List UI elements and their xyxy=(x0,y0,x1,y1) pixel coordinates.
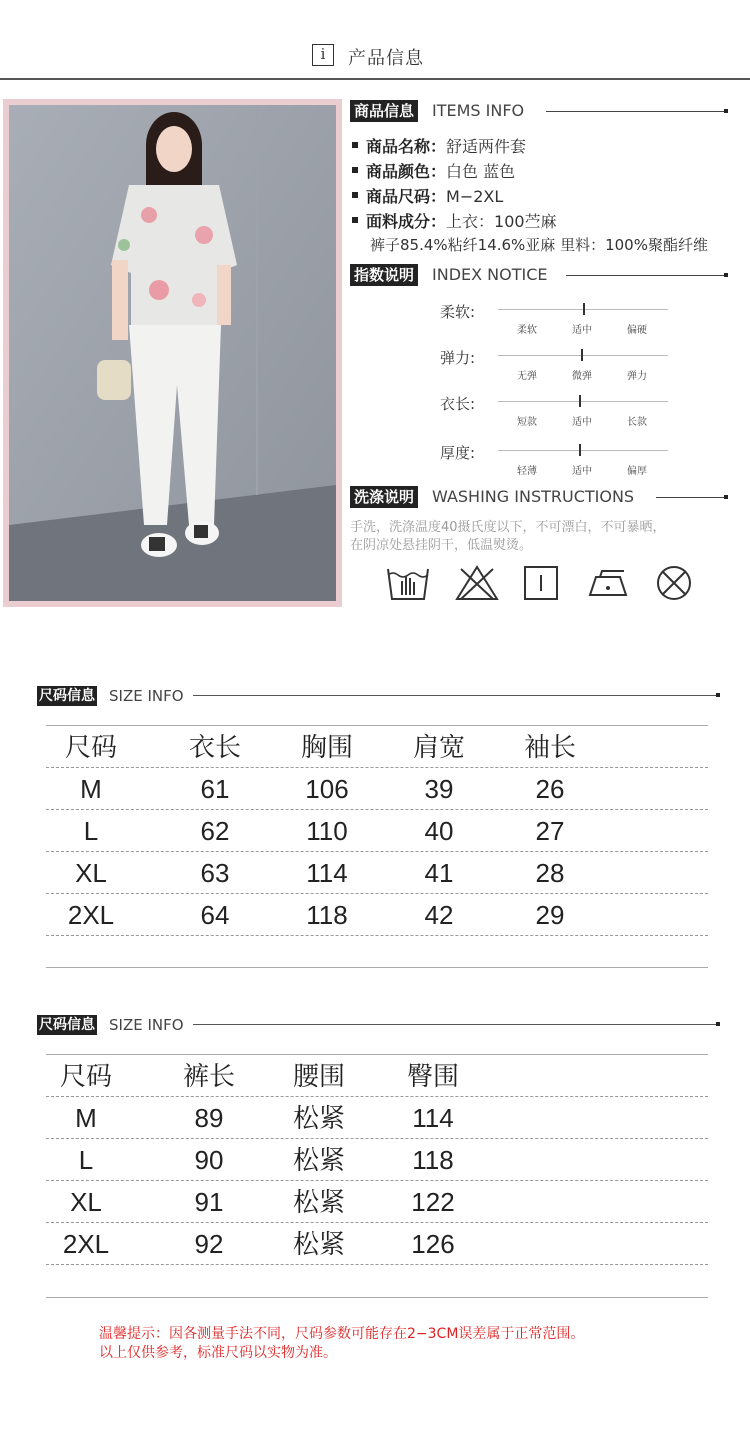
table-row: 2XL 92 松紧 126 xyxy=(46,1223,708,1265)
index-track xyxy=(498,355,668,356)
divider-line xyxy=(566,275,726,276)
info-row-color: 商品颜色：白色 蓝色 xyxy=(352,159,515,182)
divider-line xyxy=(546,111,726,112)
items-info-tag: 商品信息 xyxy=(350,100,418,122)
table-header-cell: 尺码 xyxy=(59,1061,112,1091)
index-marker xyxy=(581,349,583,361)
index-option: 无弹 xyxy=(517,371,537,382)
table-row: L 62 110 40 27 xyxy=(46,810,708,852)
index-track xyxy=(498,401,668,402)
index-option: 适中 xyxy=(572,417,592,428)
table-row: M 89 松紧 114 xyxy=(46,1097,708,1139)
index-row-softness xyxy=(440,301,680,351)
table-row: L 90 松紧 118 xyxy=(46,1139,708,1181)
washing-en: WASHING INSTRUCTIONS xyxy=(432,487,635,506)
bullet-icon xyxy=(352,192,358,198)
table-row: M 61 106 39 26 xyxy=(46,768,708,810)
table-row: XL 91 松紧 122 xyxy=(46,1181,708,1223)
table-header-cell: 袖长 xyxy=(523,732,576,762)
divider-dot xyxy=(724,495,728,499)
table-header-row xyxy=(46,1055,708,1097)
info-row-fabric: 面料成分：上衣：100苎麻 xyxy=(352,209,557,232)
info-icon: i xyxy=(312,44,334,66)
index-marker xyxy=(583,303,585,315)
product-photo xyxy=(3,99,342,607)
page-title: 产品信息 xyxy=(348,48,424,69)
size-info-header-1 xyxy=(37,686,720,706)
no-tumble-dry-icon xyxy=(654,563,694,607)
index-row-length xyxy=(440,393,680,443)
info-fabric-extra: 裤子85.4%粘纤14.6%亚麻 里料：100%聚酯纤维 xyxy=(370,236,708,254)
page-header xyxy=(0,0,750,80)
washing-text: 手洗，洗涤温度40摄氏度以下，不可漂白，不可暴晒， 在阴凉处悬挂阴干，低温熨烫。 xyxy=(350,520,666,553)
index-label: 厚度: xyxy=(440,444,476,462)
table-header-row xyxy=(46,726,708,768)
index-option: 适中 xyxy=(572,325,592,336)
items-info-en: ITEMS INFO xyxy=(432,101,525,120)
bullet-icon xyxy=(352,142,358,148)
table-row: 2XL 64 118 42 29 xyxy=(46,894,708,936)
index-row-elasticity xyxy=(440,347,680,397)
table-header-cell: 裤长 xyxy=(182,1061,235,1091)
index-option: 长款 xyxy=(627,417,647,428)
bullet-icon xyxy=(352,167,358,173)
table-bottom-line xyxy=(46,1297,708,1298)
info-row-name: 商品名称：舒适两件套 xyxy=(352,134,526,157)
index-option: 偏硬 xyxy=(627,325,647,336)
divider-line xyxy=(193,1024,717,1025)
washing-header xyxy=(350,486,730,508)
index-option: 微弹 xyxy=(572,371,592,382)
divider-dot xyxy=(724,273,728,277)
index-option: 轻薄 xyxy=(517,466,537,477)
no-bleach-icon xyxy=(455,563,499,607)
index-option: 短款 xyxy=(517,417,537,428)
index-notice-header xyxy=(350,264,730,286)
size-info-tag: 尺码信息 xyxy=(39,1017,95,1033)
divider-line xyxy=(656,497,726,498)
divider-dot xyxy=(716,1022,720,1026)
index-notice-en: INDEX NOTICE xyxy=(432,265,548,284)
size-info-en: SIZE INFO xyxy=(109,1016,184,1034)
table-header-cell: 臀围 xyxy=(406,1061,459,1091)
table-header-cell: 肩宽 xyxy=(412,732,465,762)
index-marker xyxy=(579,444,581,456)
washing-tag: 洗涤说明 xyxy=(350,486,418,508)
index-label: 柔软: xyxy=(440,303,476,321)
index-option: 柔软 xyxy=(517,325,537,336)
size-info-tag: 尺码信息 xyxy=(39,688,95,704)
measurement-tip: 温馨提示：因各测量手法不同，尺码参数可能存在2−3CM误差属于正常范围。 以上仅供参考，标准尺码以实物为准。 xyxy=(99,1326,585,1361)
table-header-cell: 腰围 xyxy=(292,1061,345,1091)
table-header-cell: 胸围 xyxy=(300,732,353,762)
index-track xyxy=(498,450,668,451)
hand-wash-icon xyxy=(384,563,432,607)
index-label: 弹力: xyxy=(440,349,476,367)
index-option: 弹力 xyxy=(627,371,647,382)
divider-dot xyxy=(716,693,720,697)
divider-dot xyxy=(724,109,728,113)
index-notice-tag: 指数说明 xyxy=(350,264,418,286)
index-option: 偏厚 xyxy=(627,466,647,477)
table-row: XL 63 114 41 28 xyxy=(46,852,708,894)
divider-line xyxy=(193,695,717,696)
index-option: 适中 xyxy=(572,466,592,477)
index-row-thickness xyxy=(440,442,680,492)
low-iron-icon xyxy=(586,563,632,607)
size-table-bottom xyxy=(46,1054,708,1265)
index-marker xyxy=(579,395,581,407)
size-info-en: SIZE INFO xyxy=(109,687,184,705)
hang-dry-icon xyxy=(523,563,559,607)
index-label: 衣长: xyxy=(440,395,476,413)
bullet-icon xyxy=(352,217,358,223)
size-table-top xyxy=(46,725,708,936)
info-row-size: 商品尺码：M−2XL xyxy=(352,184,503,207)
table-header-cell: 尺码 xyxy=(64,732,117,762)
items-info-header xyxy=(350,100,730,122)
table-header-cell: 衣长 xyxy=(188,732,241,762)
table-bottom-line xyxy=(46,967,708,968)
size-info-header-2 xyxy=(37,1015,720,1035)
